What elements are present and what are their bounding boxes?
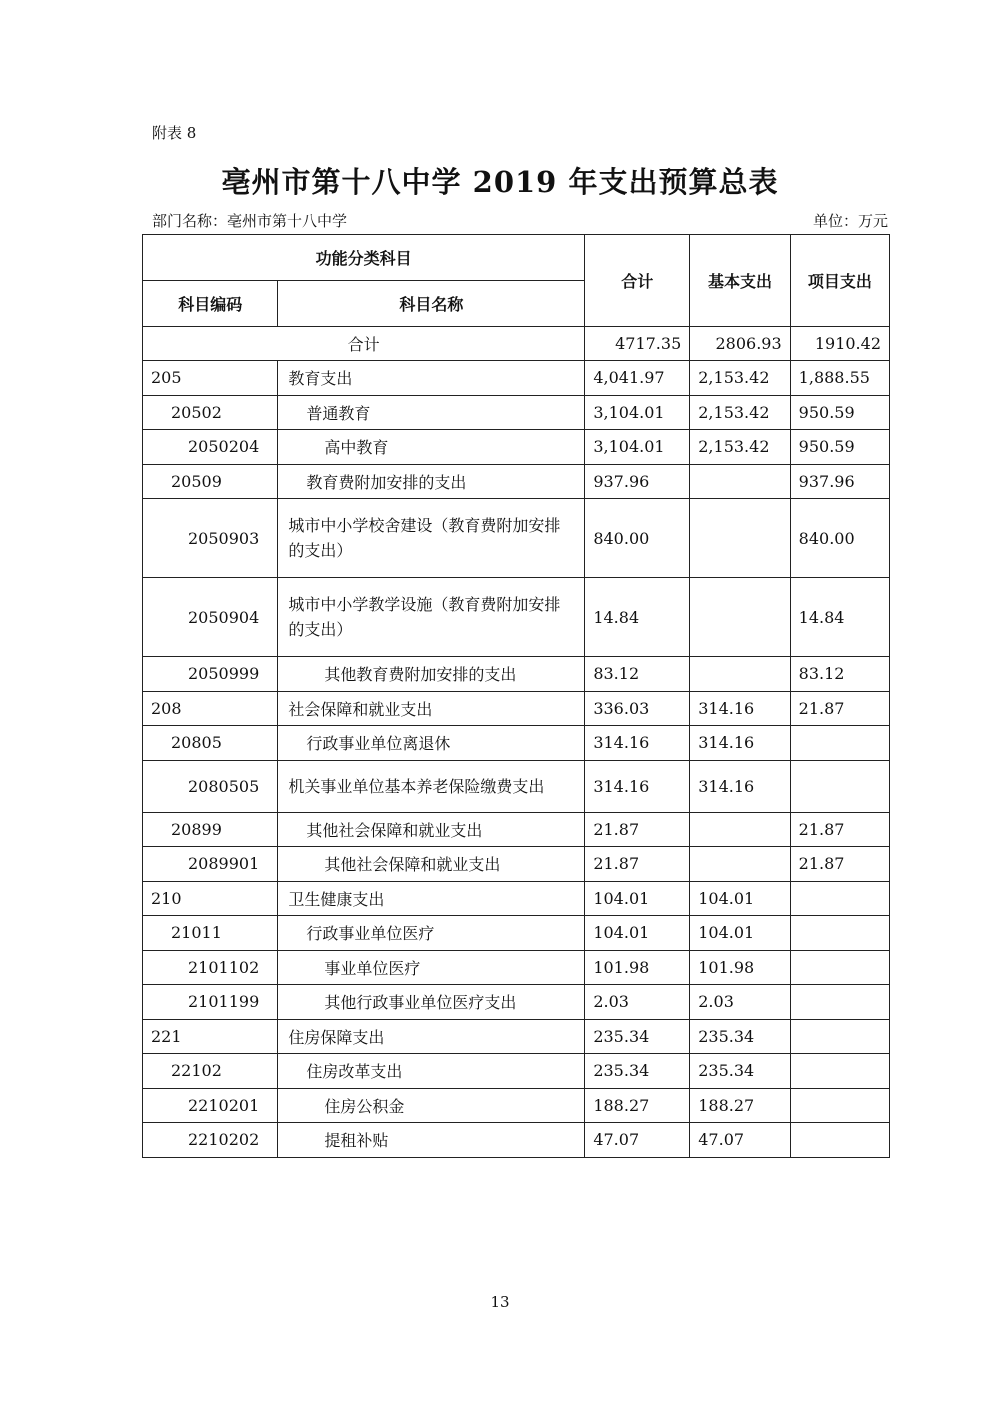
row-project: 21.87: [790, 691, 889, 726]
total-row: [143, 327, 890, 361]
row-name: 机关事业单位基本养老保险缴费支出: [278, 760, 585, 812]
row-project: [790, 1123, 889, 1158]
row-basic: 2.03: [690, 985, 790, 1020]
row-total: 47.07: [585, 1123, 690, 1158]
row-code: 2210202: [143, 1123, 278, 1158]
row-project: 937.96: [790, 464, 889, 499]
row-name: 其他社会保障和就业支出: [278, 812, 585, 847]
row-total: 840.00: [585, 499, 690, 578]
page-title: 亳州市第十八中学 2019 年支出预算总表: [221, 165, 779, 199]
row-project: [790, 1019, 889, 1054]
row-project: 14.84: [790, 578, 889, 657]
row-name: 普通教育: [278, 395, 585, 430]
row-basic: [690, 578, 790, 657]
row-total: 235.34: [585, 1054, 690, 1089]
row-name: 事业单位医疗: [278, 950, 585, 985]
row-total: 3,104.01: [585, 430, 690, 465]
table-row: [143, 950, 890, 985]
row-code: 2089901: [143, 847, 278, 882]
table-row: [143, 847, 890, 882]
row-project: [790, 985, 889, 1020]
table-row: [143, 1019, 890, 1054]
row-basic: 47.07: [690, 1123, 790, 1158]
row-total: 101.98: [585, 950, 690, 985]
table-row: [143, 499, 890, 578]
row-code: 20509: [143, 464, 278, 499]
row-name: 城市中小学校舍建设（教育费附加安排的支出）: [278, 499, 585, 578]
budget-table: [142, 234, 890, 1158]
header-function-category: 功能分类科目: [143, 235, 585, 281]
row-basic: 314.16: [690, 726, 790, 761]
row-total: 83.12: [585, 657, 690, 692]
total-total: 4717.35: [585, 327, 690, 361]
row-total: 2.03: [585, 985, 690, 1020]
unit-label: 单位：万元: [812, 212, 888, 230]
row-project: [790, 881, 889, 916]
row-code: 2080505: [143, 760, 278, 812]
table-row: [143, 578, 890, 657]
row-basic: [690, 657, 790, 692]
total-basic: 2806.93: [690, 327, 790, 361]
row-name: 社会保障和就业支出: [278, 691, 585, 726]
row-name: 住房保障支出: [278, 1019, 585, 1054]
row-total: 21.87: [585, 847, 690, 882]
row-total: 104.01: [585, 881, 690, 916]
row-basic: 104.01: [690, 881, 790, 916]
table-row: [143, 691, 890, 726]
row-total: 336.03: [585, 691, 690, 726]
table-row: [143, 1088, 890, 1123]
row-project: 83.12: [790, 657, 889, 692]
table-row: [143, 812, 890, 847]
row-name: 住房改革支出: [278, 1054, 585, 1089]
header-row-1: [143, 235, 890, 281]
row-total: 937.96: [585, 464, 690, 499]
total-label: 合计: [143, 327, 585, 361]
row-code: 2050904: [143, 578, 278, 657]
row-basic: 101.98: [690, 950, 790, 985]
row-total: 235.34: [585, 1019, 690, 1054]
table-row: [143, 464, 890, 499]
table-row: [143, 985, 890, 1020]
row-total: 14.84: [585, 578, 690, 657]
row-code: 2101199: [143, 985, 278, 1020]
row-total: 104.01: [585, 916, 690, 951]
row-project: [790, 760, 889, 812]
department-name: 部门名称：亳州市第十八中学: [152, 212, 348, 230]
page-number: 13: [490, 1293, 510, 1311]
table-row: [143, 430, 890, 465]
row-name: 其他社会保障和就业支出: [278, 847, 585, 882]
row-code: 210: [143, 881, 278, 916]
header-code: 科目编码: [143, 281, 278, 327]
row-code: 2050999: [143, 657, 278, 692]
row-code: 2101102: [143, 950, 278, 985]
row-code: 22102: [143, 1054, 278, 1089]
row-name: 行政事业单位离退休: [278, 726, 585, 761]
row-name: 教育费附加安排的支出: [278, 464, 585, 499]
table-row: [143, 1054, 890, 1089]
row-code: 2050903: [143, 499, 278, 578]
row-project: [790, 726, 889, 761]
row-basic: [690, 499, 790, 578]
row-name: 教育支出: [278, 361, 585, 396]
row-code: 205: [143, 361, 278, 396]
row-project: [790, 916, 889, 951]
row-name: 行政事业单位医疗: [278, 916, 585, 951]
row-basic: [690, 464, 790, 499]
row-code: 2210201: [143, 1088, 278, 1123]
row-total: 314.16: [585, 760, 690, 812]
table-row: [143, 760, 890, 812]
header-basic: 基本支出: [690, 235, 790, 327]
row-total: 188.27: [585, 1088, 690, 1123]
row-project: [790, 1054, 889, 1089]
row-name: 其他行政事业单位医疗支出: [278, 985, 585, 1020]
row-name: 高中教育: [278, 430, 585, 465]
row-basic: 235.34: [690, 1054, 790, 1089]
row-code: 221: [143, 1019, 278, 1054]
row-project: 950.59: [790, 430, 889, 465]
row-project: [790, 1088, 889, 1123]
total-project: 1910.42: [790, 327, 889, 361]
row-total: 4,041.97: [585, 361, 690, 396]
row-basic: [690, 847, 790, 882]
row-total: 314.16: [585, 726, 690, 761]
row-basic: 188.27: [690, 1088, 790, 1123]
row-basic: 314.16: [690, 691, 790, 726]
row-project: 1,888.55: [790, 361, 889, 396]
header-name: 科目名称: [278, 281, 585, 327]
annex-label: 附表 8: [152, 124, 197, 142]
row-code: 20805: [143, 726, 278, 761]
row-total: 3,104.01: [585, 395, 690, 430]
row-code: 2050204: [143, 430, 278, 465]
header-total: 合计: [585, 235, 690, 327]
header-project: 项目支出: [790, 235, 889, 327]
table-row: [143, 361, 890, 396]
row-code: 208: [143, 691, 278, 726]
table-row: [143, 395, 890, 430]
table-row: [143, 657, 890, 692]
row-project: 950.59: [790, 395, 889, 430]
row-basic: 104.01: [690, 916, 790, 951]
row-code: 20502: [143, 395, 278, 430]
row-code: 21011: [143, 916, 278, 951]
row-project: 840.00: [790, 499, 889, 578]
row-name: 提租补贴: [278, 1123, 585, 1158]
row-project: [790, 950, 889, 985]
table-row: [143, 881, 890, 916]
row-total: 21.87: [585, 812, 690, 847]
table-row: [143, 726, 890, 761]
row-basic: 235.34: [690, 1019, 790, 1054]
row-basic: 314.16: [690, 760, 790, 812]
row-name: 住房公积金: [278, 1088, 585, 1123]
row-name: 城市中小学教学设施（教育费附加安排的支出）: [278, 578, 585, 657]
row-basic: 2,153.42: [690, 430, 790, 465]
row-basic: 2,153.42: [690, 395, 790, 430]
row-basic: [690, 812, 790, 847]
row-name: 其他教育费附加安排的支出: [278, 657, 585, 692]
row-code: 20899: [143, 812, 278, 847]
row-basic: 2,153.42: [690, 361, 790, 396]
row-project: 21.87: [790, 812, 889, 847]
table-row: [143, 1123, 890, 1158]
row-name: 卫生健康支出: [278, 881, 585, 916]
table-row: [143, 916, 890, 951]
row-project: 21.87: [790, 847, 889, 882]
